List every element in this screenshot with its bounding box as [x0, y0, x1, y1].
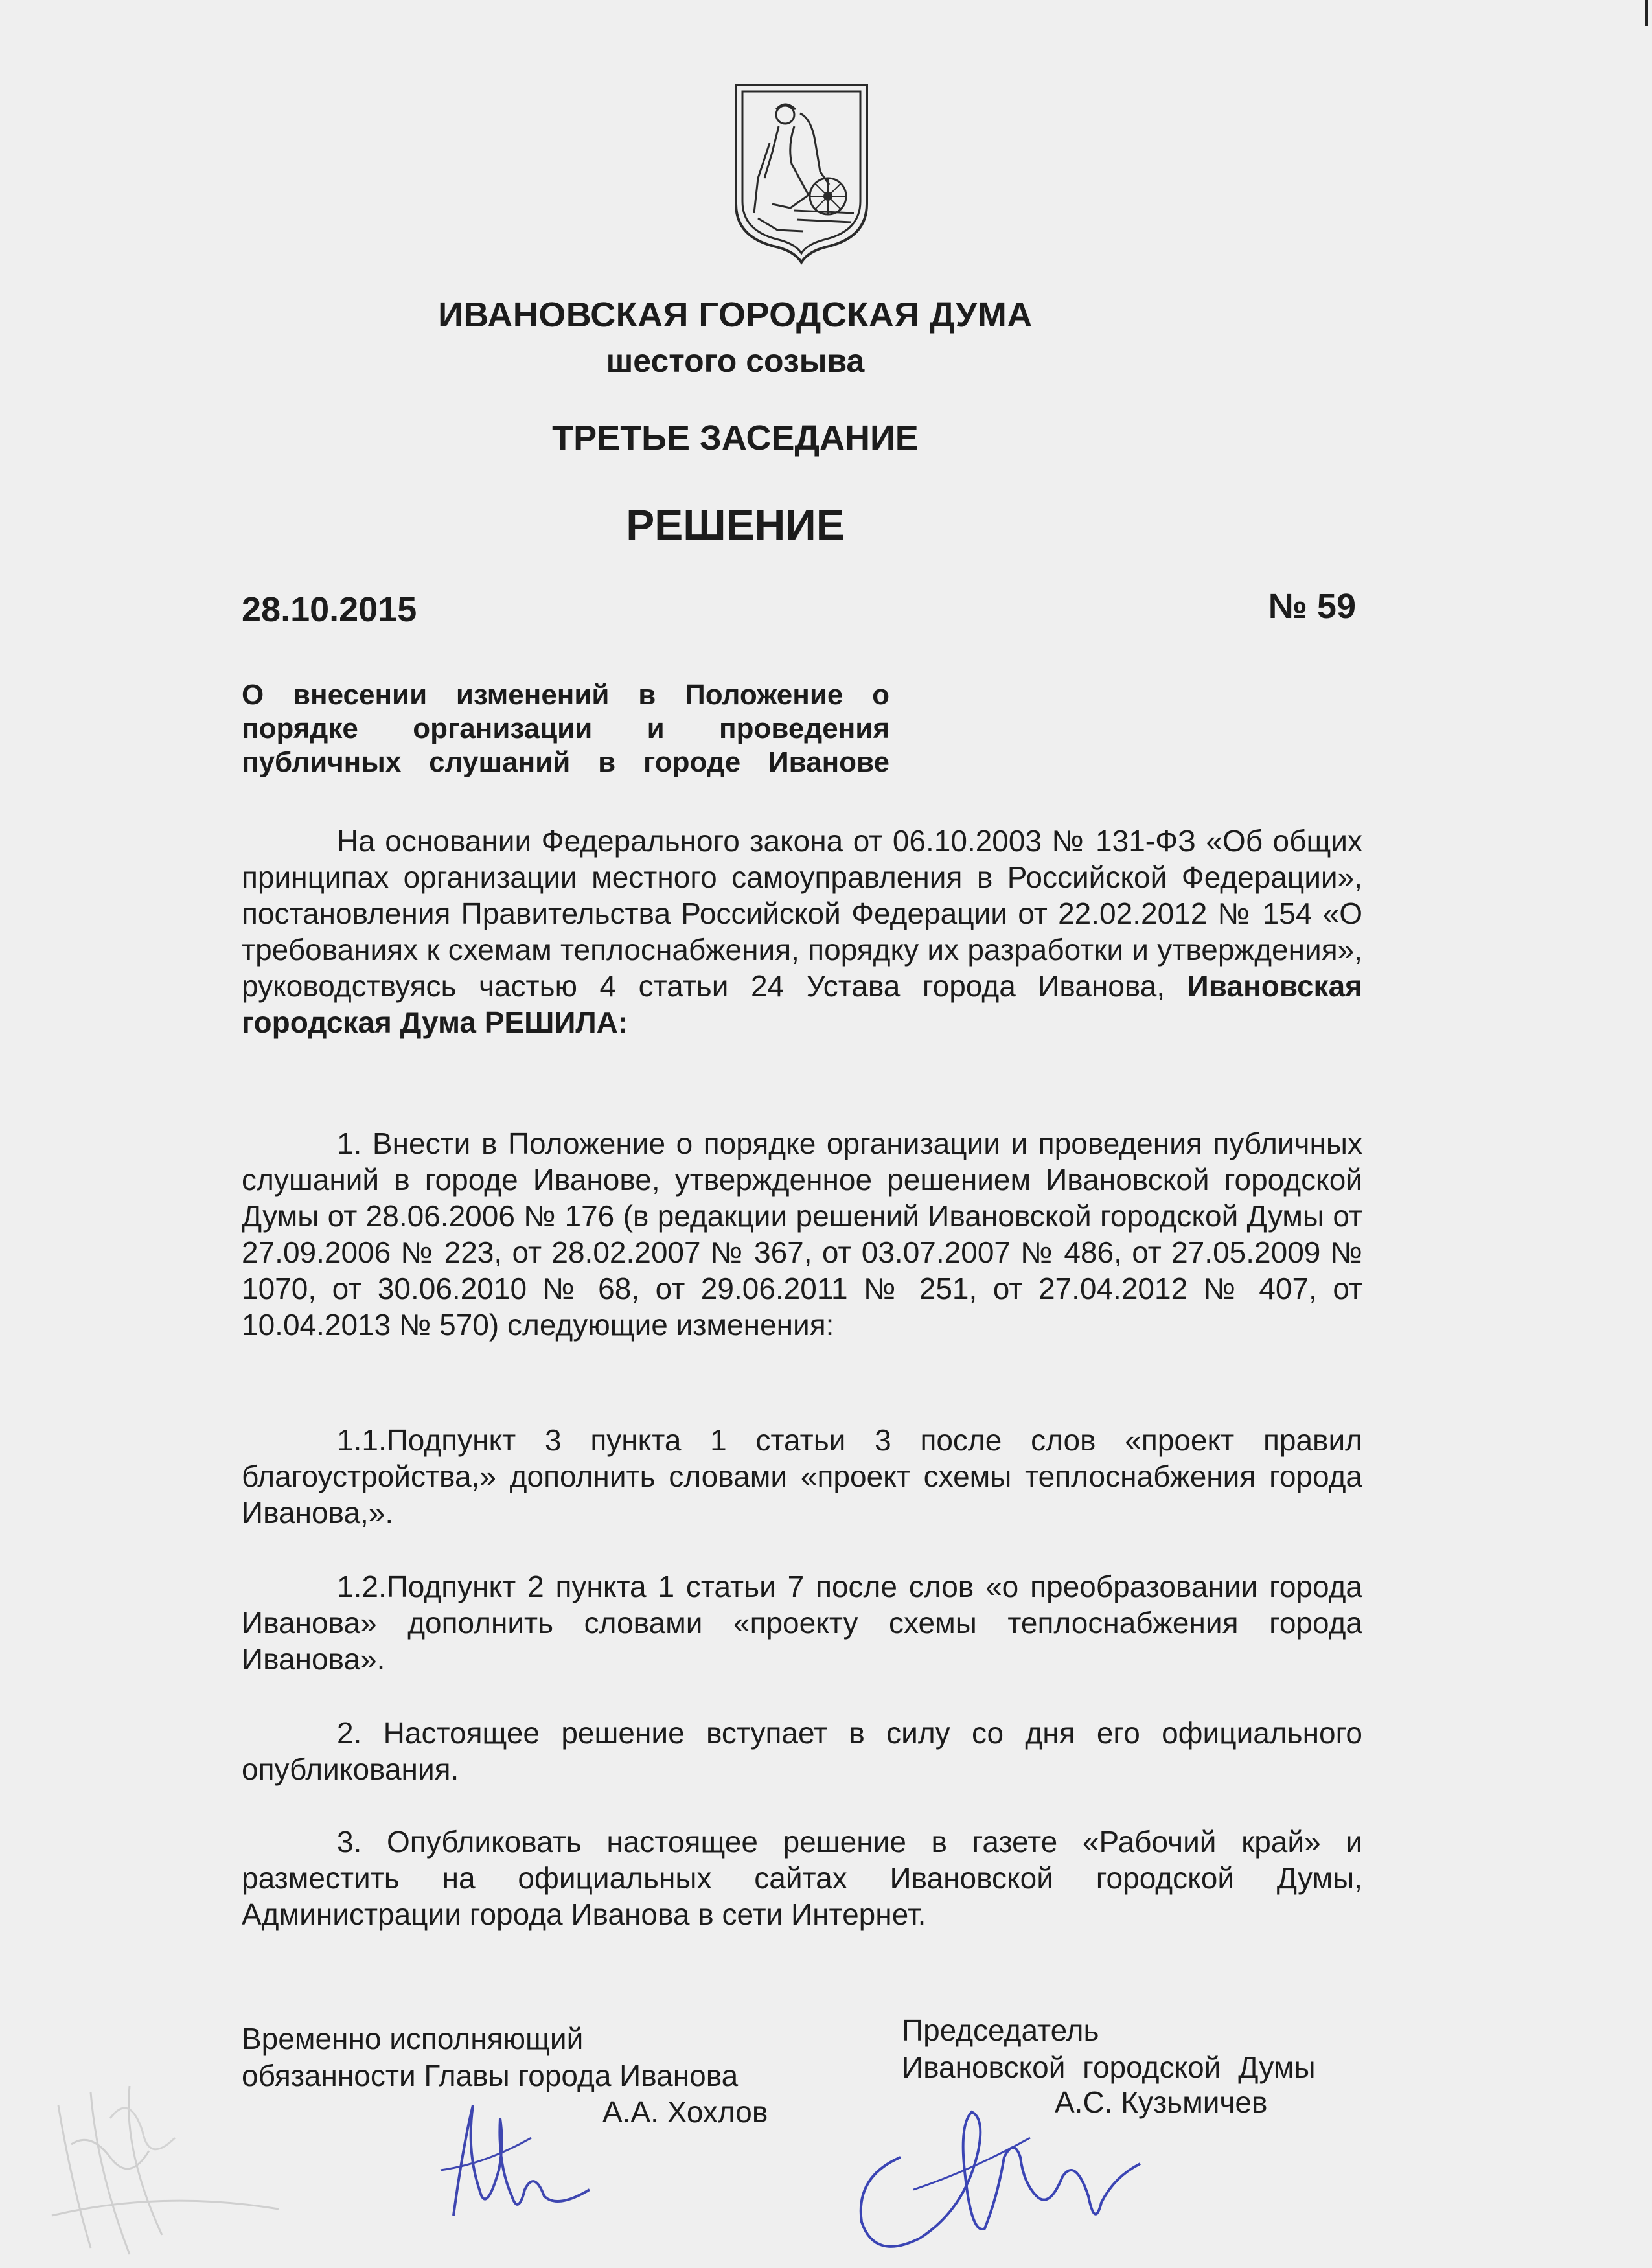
preamble-text: На основании Федерального закона от 06.10.2003 № 131-ФЗ «Об общих принципах организации местного самоуправления в Российской Федерации», постановления Правительства Российской Федерации от 22.02.2012 № 154 «О требованиях к схемам теплоснабжения, порядку их разработки и утверждения», руководствуясь частью 4 статьи 24 Устава города Иванова,	[242, 824, 1362, 1003]
coat-of-arms-emblem	[732, 81, 871, 266]
document-subject	[242, 678, 889, 779]
left-signatory-title-1: Временно исполняющий	[242, 2022, 584, 2056]
handwritten-signature-right	[842, 2099, 1147, 2261]
org-name: ИВАНОВСКАЯ ГОРОДСКАЯ ДУМА	[438, 295, 1033, 334]
subject-line: О внесении изменений в Положение о	[242, 679, 889, 711]
right-signatory-name: А.С. Кузьмичев	[1055, 2085, 1268, 2119]
left-signatory-name: А.А. Хохлов	[602, 2095, 768, 2129]
item-1-2: 1.2.Подпункт 2 пункта 1 статьи 7 после слов «о преобразовании города Иванова» дополнить словами «проекту схемы теплоснабжения города Иванова».	[242, 1570, 1362, 1676]
left-signatory	[242, 2021, 786, 2094]
right-signatory-title-2: Ивановской городской Думы	[902, 2050, 1316, 2084]
session-title: ТРЕТЬЕ ЗАСЕДАНИЕ	[552, 418, 919, 457]
scan-edge-mark	[1645, 0, 1648, 26]
preamble-resolution: Ивановская городская Дума РЕШИЛА:	[242, 969, 1362, 1039]
item-2: 2. Настоящее решение вступает в силу со дня его официального опубликования.	[242, 1716, 1362, 1786]
item-1: 1. Внести в Положение о порядке организации и проведения публичных слушаний в городе Иванове, утвержденное решением Ивановской городской Думы от 28.06.2006 № 176 (в редакции решений Ивановской городской Думы от 27.09.2006 № 223, от 28.02.2007 № 367, от 03.07.2007 № 486, от 27.05.2009 № 1070, от 30.06.2010 № 68, от 29.06.2011 № 251, от 27.04.2012 № 407, от 10.04.2013 № 570) следующие изменения:	[242, 1127, 1362, 1342]
subject-line: публичных слушаний в городе Иванове	[242, 746, 889, 778]
item-1-1: 1.1.Подпункт 3 пункта 1 статьи 3 после слов «проект правил благоустройства,» дополнить словами «проект схемы теплоснабжения города Иванова,».	[242, 1423, 1362, 1529]
item-3: 3. Опубликовать настоящее решение в газете «Рабочий край» и разместить на официальных сайтах Ивановской городской Думы, Администрации города Иванова в сети Интернет.	[242, 1825, 1362, 1931]
handwritten-signature-left	[428, 2092, 596, 2228]
convocation: шестого созыва	[606, 343, 865, 379]
document-number: № 59	[1268, 587, 1356, 626]
left-signatory-title-2: обязанности Главы города Иванова	[242, 2059, 739, 2092]
subject-line: порядке организации и проведения	[242, 713, 889, 744]
preamble-paragraph	[242, 823, 1362, 1040]
document-type: РЕШЕНИЕ	[626, 501, 845, 549]
right-signatory-title-1: Председатель	[902, 2013, 1099, 2047]
right-signatory	[902, 2012, 1368, 2086]
document-date: 28.10.2015	[242, 590, 417, 629]
